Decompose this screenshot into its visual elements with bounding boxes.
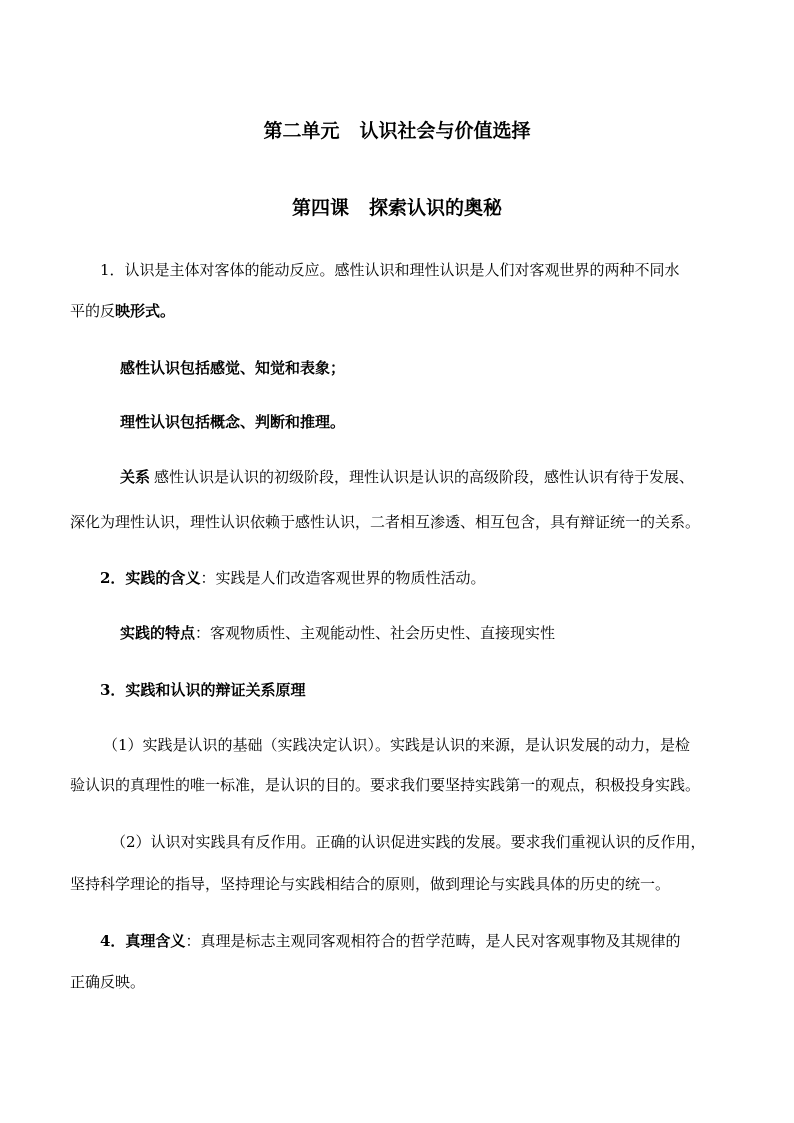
paragraph-1-line-2	[70, 301, 175, 321]
lesson-title-name: 探索认识的奥秘	[369, 197, 503, 219]
practice-definition-label: 2．实践的含义	[100, 569, 201, 587]
paragraph-4-line-1	[120, 467, 694, 487]
paragraph-9-line-2: 坚持科学理论的指导，坚持理论与实践相结合的原则，做到理论与实践具体的历史的统一。	[70, 875, 671, 893]
paragraph-4-line-2: 深化为理性认识，理性认识依赖于感性认识，二者相互渗透、相互包含，具有辩证统一的关系。	[70, 513, 701, 531]
paragraph-5	[100, 568, 485, 588]
truth-definition-label: 4．真理含义	[100, 932, 186, 950]
paragraph-2: 感性认识包括感觉、知觉和表象；	[120, 359, 346, 377]
unit-title-name: 认识社会与价值选择	[359, 120, 531, 142]
paragraph-8-line-1: （1）实践是认识的基础（实践决定认识）。实践是认识的来源，是认识发展的动力，是检	[103, 736, 691, 754]
paragraph-9-line-1: （2）认识对实践具有反作用。正确的认识促进实践的发展。要求我们重视认识的反作用，	[111, 833, 706, 851]
practice-definition-text: ：实践是人们改造客观世界的物质性活动。	[200, 569, 486, 587]
unit-title	[0, 116, 794, 143]
relation-label: 关系	[120, 468, 151, 486]
unit-title-number: 第二单元	[263, 120, 340, 142]
lesson-title	[0, 193, 794, 220]
lesson-title-number: 第四课	[291, 197, 349, 219]
paragraph-10-line-2: 正确反映。	[70, 973, 146, 991]
paragraph-10-line-1	[100, 931, 680, 951]
truth-definition-text: ：真理是标志主观同客观相符合的哲学范畴，是人民对客观事物及其规律的	[185, 932, 681, 950]
paragraph-1-line-2-bold: 映形式。	[115, 302, 176, 320]
paragraph-6	[120, 623, 555, 643]
practice-features-label: 实践的特点	[120, 624, 196, 642]
relation-text: 感性认识是认识的初级阶段，理性认识是认识的高级阶段，感性认识有待于发展、	[154, 468, 695, 486]
paragraph-8-line-2: 验认识的真理性的唯一标准，是认识的目的。要求我们要坚持实践第一的观点，积极投身实践。	[70, 776, 701, 794]
paragraph-7-heading: 3．实践和认识的辩证关系原理	[100, 681, 306, 699]
paragraph-3: 理性认识包括概念、判断和推理。	[120, 413, 346, 431]
paragraph-1-line-1: 1．认识是主体对客体的能动反应。感性认识和理性认识是人们对客观世界的两种不同水	[100, 261, 680, 279]
practice-features-text: ：客观物质性、主观能动性、社会历史性、直接现实性	[195, 624, 556, 642]
paragraph-1-line-2-plain: 平的反	[70, 302, 116, 320]
